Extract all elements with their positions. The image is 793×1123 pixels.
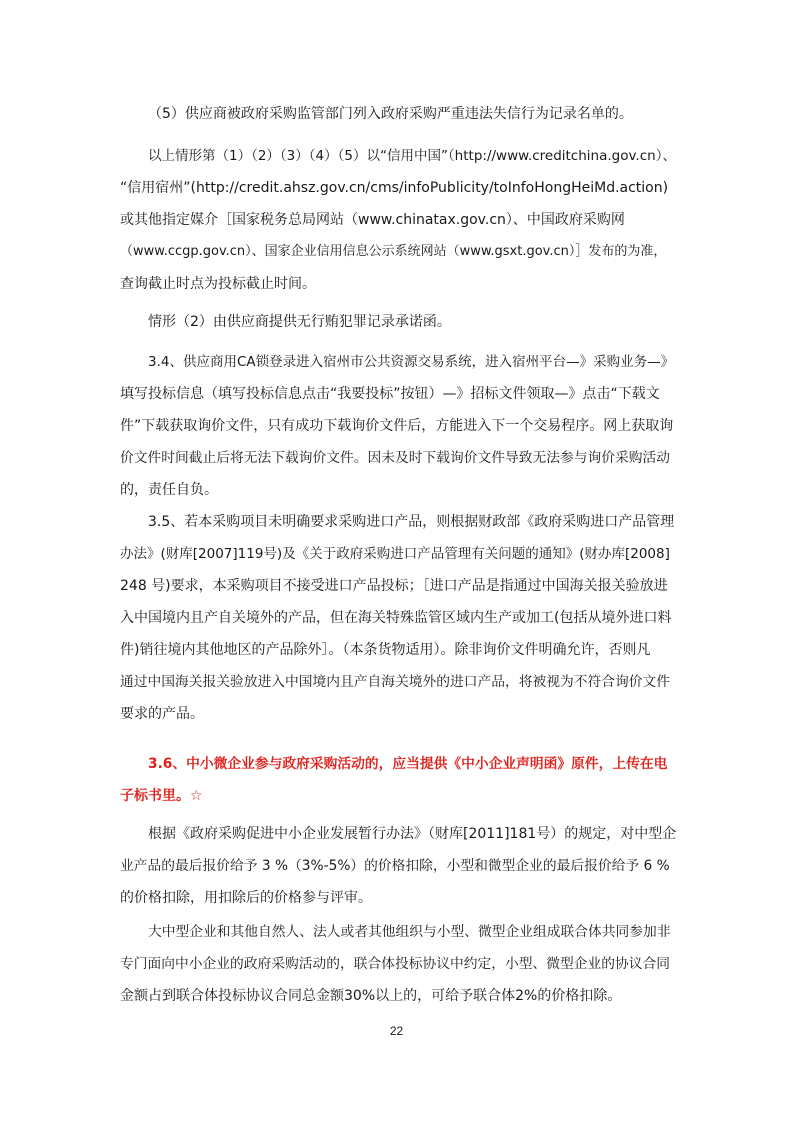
paragraph-item-5 <box>120 98 676 130</box>
paragraph-situation-2 <box>120 306 676 338</box>
text-line: 3.4、供应商用CA锁登录进入宿州市公共资源交易系统，进入宿州平台—》采购业务—》 <box>148 354 675 370</box>
text-line: 情形（2）由供应商提供无行贿犯罪记录承诺函。 <box>148 314 451 330</box>
paragraph-consortium <box>120 916 676 1012</box>
page-number: 22 <box>389 1024 404 1038</box>
paragraph-3-5 <box>120 506 676 730</box>
text-line: 或其他指定媒介［国家税务总局网站（www.chinatax.gov.cn）、中国政府采购网 <box>120 212 625 228</box>
text-line: 要求的产品。 <box>120 706 204 722</box>
paragraph-price-deduction <box>120 818 676 914</box>
text-line: 办法》(财库[2007]119号)及《关于政府采购进口产品管理有关问题的通知》(财办库[2008] <box>120 546 670 562</box>
text-line: 通过中国海关报关验放进入中国境内且产自海关境外的进口产品，将被视为不符合询价文件 <box>120 674 671 690</box>
text-line: 价文件时间截止后将无法下载询价文件。因未及时下载询价文件导致无法参与询价采购活动 <box>120 450 671 466</box>
text-line: 入中国境内且产自关境外的产品，但在海关特殊监管区域内生产或加工(包括从境外进口料 <box>120 610 672 626</box>
text-line: 查询截止时点为投标截止时间。 <box>120 276 316 292</box>
text-line: 金额占到联合体投标协议合同总金额30%以上的，可给予联合体2%的价格扣除。 <box>120 988 622 1004</box>
text-line: 业产品的最后报价给予 3 %（3%-5%）的价格扣除，小型和微型企业的最后报价给予 6 % <box>120 858 670 874</box>
text-line: 件”下载获取询价文件，只有成功下载询价文件后，方能进入下一个交易程序。网上获取询 <box>120 418 674 434</box>
text-line: 根据《政府采购促进中小企业发展暂行办法》（财库[2011]181号）的规定，对中型企 <box>148 826 676 842</box>
text-line: （5）供应商被政府采购监管部门列入政府采购严重违法失信行为记录名单的。 <box>148 106 633 122</box>
text-line: 大中型企业和其他自然人、法人或者其他组织与小型、微型企业组成联合体共同参加非 <box>148 924 671 940</box>
text-line: “信用宿州”(http://credit.ahsz.gov.cn/cms/infoPublicity/toInfoHongHeiMd.action) <box>120 180 669 196</box>
text-line: 3.5、若本采购项目未明确要求采购进口产品，则根据财政部《政府采购进口产品管理 <box>148 514 675 530</box>
text-line: 子标书里。☆ <box>120 788 203 804</box>
text-line: 248 号)要求，本采购项目不接受进口产品投标；［进口产品是指通过中国海关报关验放进 <box>120 578 668 594</box>
paragraph-sources <box>120 140 676 300</box>
text-line: 以上情形第（1）（2）（3）（4）（5）以“信用中国”（http://www.creditchina.gov.cn）、 <box>148 148 676 164</box>
text-line: （www.ccgp.gov.cn）、国家企业信用信息公示系统网站（www.gsxt.gov.cn）］发布的为准， <box>120 244 667 259</box>
text-line: 件)销往境内其他地区的产品除外］。（本条货物适用）。除非询价文件明确允许，否则凡 <box>120 642 651 658</box>
paragraph-3-4 <box>120 346 676 506</box>
text-line: 专门面向中小企业的政府采购活动的，联合体投标协议中约定，小型、微型企业的协议合同 <box>120 956 671 972</box>
text-line: 的，责任自负。 <box>120 482 218 498</box>
text-line: 填写投标信息（填写投标信息点击“我要投标”按钮）—》招标文件领取—》点击“下载文 <box>120 386 660 402</box>
text-line: 3.6、中小微企业参与政府采购活动的，应当提供《中小企业声明函》原件，上传在电 <box>148 756 668 772</box>
text-line: 的价格扣除，用扣除后的价格参与评审。 <box>120 890 372 906</box>
paragraph-3-6-highlight <box>120 748 676 812</box>
